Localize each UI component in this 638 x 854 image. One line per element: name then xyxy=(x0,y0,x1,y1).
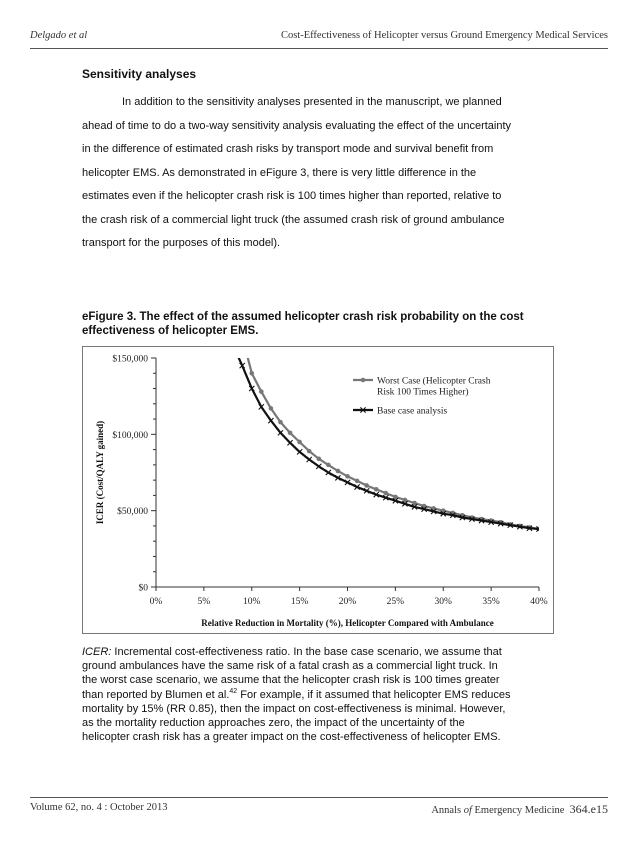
caption-line: ground ambulances have the same risk of a fatal crash as a commercial light truck. In xyxy=(82,660,498,673)
caption-label: ICER: xyxy=(82,646,112,658)
x-tick-label: 10% xyxy=(243,597,261,607)
x-tick-label: 20% xyxy=(338,597,357,607)
running-header xyxy=(30,30,608,46)
paragraph-line: the crash risk of a commercial light truck (the assumed crash risk of ground ambulance xyxy=(82,213,505,226)
x-tick-label: 30% xyxy=(434,597,452,607)
data-point-stroke xyxy=(235,352,240,357)
footer-volume: Volume 62, no. 4 : October 2013 xyxy=(30,802,168,813)
data-point xyxy=(316,456,321,461)
x-tick-label: 40% xyxy=(530,597,548,607)
data-point xyxy=(345,474,350,479)
figure-title-line: eFigure 3. The effect of the assumed helicopter crash risk probability on the cost xyxy=(82,311,524,323)
figure-caption xyxy=(82,645,562,744)
header-authors: Delgado et al xyxy=(30,30,88,41)
paragraph-line: In addition to the sensitivity analyses presented in the manuscript, we planned xyxy=(122,96,502,108)
section-paragraph xyxy=(82,91,552,256)
data-point xyxy=(269,406,274,411)
data-point xyxy=(278,420,283,425)
y-axis-label: ICER (Cost/QALY gained) xyxy=(95,420,105,525)
data-point xyxy=(384,491,389,496)
data-point xyxy=(355,479,360,484)
paragraph-line: in the difference of estimated crash risks by transport mode and survival benefit from xyxy=(82,143,494,155)
header-rule xyxy=(30,48,608,49)
footer-journal xyxy=(431,802,608,817)
paragraph-line: ahead of time to do a two-way sensitivity analysis evaluating the effect of the uncertainty xyxy=(82,119,512,132)
x-tick-label: 25% xyxy=(386,597,405,607)
journal-name-part: Emergency Medicine xyxy=(471,805,565,816)
y-tick-label: $150,000 xyxy=(112,354,148,365)
journal-name-part: of xyxy=(463,805,472,816)
data-point xyxy=(249,371,254,376)
data-point-stroke xyxy=(235,352,240,357)
y-tick-label: $50,000 xyxy=(117,507,148,518)
paragraph-line: helicopter EMS. As demonstrated in eFigure 3, there is very little difference in the xyxy=(82,166,477,179)
figure-title xyxy=(82,310,562,338)
x-tick-label: 15% xyxy=(290,597,309,607)
running-footer xyxy=(30,802,608,818)
citation-ref: 42 xyxy=(229,687,238,695)
caption-line: as the mortality reduction approaches zero, the impact of the uncertainty of the xyxy=(82,717,465,730)
caption-line: mortality by 15% (RR 0.85), then the impact on cost-effectiveness is minimal. However, xyxy=(82,702,506,715)
chart-container xyxy=(82,346,554,634)
journal-name-part: Annals xyxy=(431,805,464,816)
legend xyxy=(353,376,491,417)
page-number: 364.e15 xyxy=(569,802,608,816)
data-point xyxy=(245,353,250,358)
data-point xyxy=(297,449,302,454)
data-point xyxy=(326,463,331,468)
caption-line: helicopter crash risk has a greater impact on the cost-effectiveness of helicopter EMS. xyxy=(82,731,501,744)
data-point xyxy=(288,431,293,436)
caption-text: than reported by Blumen et al. xyxy=(82,688,230,701)
legend-entry-label: Base case analysis xyxy=(377,406,448,417)
footer-rule xyxy=(30,797,608,798)
y-tick-label: $100,000 xyxy=(112,430,148,441)
x-tick-label: 5% xyxy=(197,597,211,607)
header-title: Cost-Effectiveness of Helicopter versus Ground Emergency Medical Services xyxy=(280,30,608,41)
data-point xyxy=(259,389,264,394)
x-axis-label: Relative Reduction in Mortality (%), Helicopter Compared with Ambulance xyxy=(201,618,494,628)
section-title: Sensitivity analyses xyxy=(82,67,197,81)
data-point xyxy=(297,440,302,445)
paragraph-line: estimates even if the helicopter crash risk is 100 times higher than reported, relative to xyxy=(82,190,502,202)
legend-marker xyxy=(361,378,366,383)
data-point xyxy=(287,440,292,445)
x-tick-label: 0% xyxy=(149,597,163,607)
figure-title-line: effectiveness of helicopter EMS. xyxy=(82,325,259,337)
data-point xyxy=(235,352,240,357)
legend-entry-label: Risk 100 Times Higher) xyxy=(377,387,469,398)
caption-text: For example, if it assumed that helicopter EMS reduces xyxy=(237,688,511,701)
legend-entry-label: Worst Case (Helicopter Crash xyxy=(377,376,491,387)
x-tick-label: 35% xyxy=(482,597,500,607)
y-tick-label: $0 xyxy=(138,583,148,594)
data-point xyxy=(374,487,379,492)
data-point xyxy=(307,449,312,454)
caption-line: the worst case scenario, we assume that the helicopter crash risk is 100 times greater xyxy=(82,674,500,687)
caption-text: Incremental cost-effectiveness ratio. In the base case scenario, we assume that xyxy=(111,646,502,658)
data-point xyxy=(336,469,341,474)
data-point xyxy=(278,430,283,435)
line-chart xyxy=(83,347,553,633)
data-point xyxy=(364,483,369,488)
paragraph-line: transport for the purposes of this model). xyxy=(82,237,281,249)
